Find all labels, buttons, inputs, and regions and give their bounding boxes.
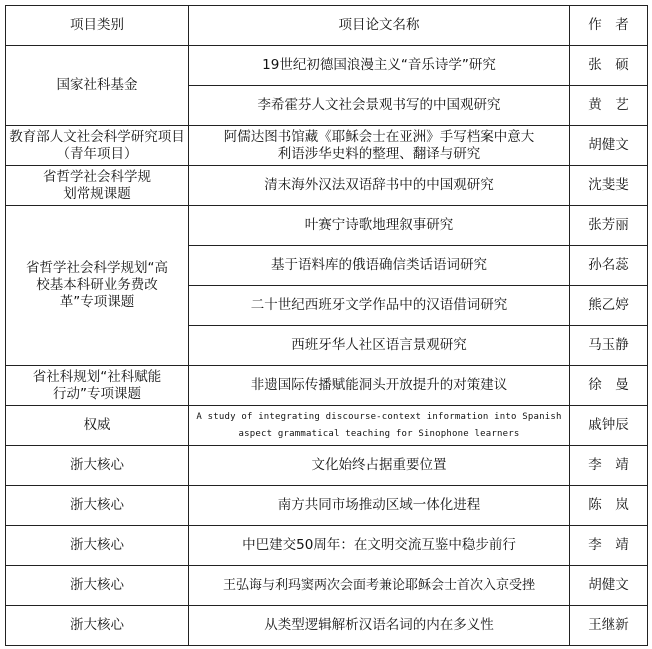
category-cell: 浙大核心 [6, 526, 189, 566]
title-cell: 清末海外汉法双语辞书中的中国观研究 [189, 166, 570, 206]
table-row [6, 486, 648, 526]
title-cell: 西班牙华人社区语言景观研究 [189, 326, 570, 366]
title-cell: 19世纪初德国浪漫主义“音乐诗学”研究 [189, 46, 570, 86]
title-cell: 基于语料库的俄语确信类话语词研究 [189, 246, 570, 286]
category-cell: 省哲学社会科学规划常规课题 [6, 166, 189, 206]
title-cell: 王弘诲与利玛窦两次会面考兼论耶稣会士首次入京受挫 [189, 566, 570, 606]
author-cell: 孙名蕊 [570, 246, 648, 286]
category-cell: 省社科规划“社科赋能行动”专项课题 [6, 366, 189, 406]
title-cell: 中巴建交50周年：在文明交流互鉴中稳步前行 [189, 526, 570, 566]
category-cell: 教育部人文社会科学研究项目（青年项目） [6, 126, 189, 166]
table-row [6, 366, 648, 406]
title-cell: 二十世纪西班牙文学作品中的汉语借词研究 [189, 286, 570, 326]
author-cell: 胡健文 [570, 126, 648, 166]
title-cell: 从类型逻辑解析汉语名词的内在多义性 [189, 606, 570, 646]
table-row [6, 606, 648, 646]
author-cell: 张芳丽 [570, 206, 648, 246]
author-cell: 马玉静 [570, 326, 648, 366]
author-cell: 熊乙婷 [570, 286, 648, 326]
category-cell: 浙大核心 [6, 486, 189, 526]
category-cell: 省哲学社会科学规划“高校基本科研业务费改革”专项课题 [6, 206, 189, 366]
author-cell: 李 靖 [570, 446, 648, 486]
table-row [6, 446, 648, 486]
author-cell: 戚钟辰 [570, 406, 648, 446]
author-cell: 黄 艺 [570, 86, 648, 126]
title-cell: 李希霍芬人文社会景观书写的中国观研究 [189, 86, 570, 126]
table-row [6, 566, 648, 606]
table-row [6, 206, 648, 246]
category-cell: 权威 [6, 406, 189, 446]
table-row [6, 126, 648, 166]
title-cell: 叶赛宁诗歌地理叙事研究 [189, 206, 570, 246]
author-cell: 张 硕 [570, 46, 648, 86]
author-cell: 王继新 [570, 606, 648, 646]
title-cell: 文化始终占据重要位置 [189, 446, 570, 486]
header-row [6, 6, 648, 46]
author-cell: 徐 曼 [570, 366, 648, 406]
title-cell: A study of integrating discourse-context information into Spanish aspect grammatical teaching for Sinophone learners [189, 406, 570, 446]
header-title: 项目论文名称 [189, 6, 570, 46]
table-row [6, 406, 648, 446]
author-cell: 沈斐斐 [570, 166, 648, 206]
table-row [6, 166, 648, 206]
category-cell: 浙大核心 [6, 566, 189, 606]
author-cell: 胡健文 [570, 566, 648, 606]
category-cell: 浙大核心 [6, 606, 189, 646]
title-cell: 南方共同市场推动区域一体化进程 [189, 486, 570, 526]
title-cell: 阿儒达图书馆藏《耶稣会士在亚洲》手写档案中意大利语涉华史料的整理、翻译与研究 [189, 126, 570, 166]
projects-table [5, 5, 648, 646]
author-cell: 李 靖 [570, 526, 648, 566]
category-cell: 浙大核心 [6, 446, 189, 486]
table-row [6, 46, 648, 86]
title-cell: 非遗国际传播赋能洞头开放提升的对策建议 [189, 366, 570, 406]
table-row [6, 526, 648, 566]
author-cell: 陈 岚 [570, 486, 648, 526]
header-author: 作 者 [570, 6, 648, 46]
header-category: 项目类别 [6, 6, 189, 46]
category-cell: 国家社科基金 [6, 46, 189, 126]
